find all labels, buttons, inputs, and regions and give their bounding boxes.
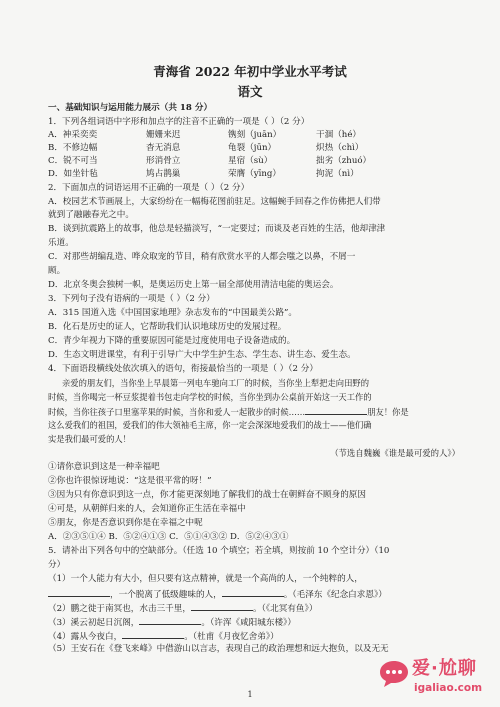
q4-passage-1: 亲爱的朋友们，当你坐上早晨第一列电车驰向工厂的时候，当你坐上犁把走向田野的 — [62, 378, 369, 388]
q5-line-2 — [48, 587, 468, 601]
q4-passage-3-text: 时候，当你往孩子口里塞苹果的时候，当你和爱人一起散步的时候…… — [48, 407, 306, 417]
q4-answer-blank — [305, 405, 367, 415]
q5-line-4 — [48, 615, 468, 629]
q5-line-5 — [48, 629, 468, 643]
q5-stem-cont: 分） — [48, 560, 66, 570]
q5-line-3-end: 。（《北冥有鱼》） — [252, 604, 318, 614]
q1-d-1: D．如坐针毡 — [48, 169, 98, 179]
q2-option-c: C．对那些胡编乱造、哗众取宠的节目，稍有欣赏水平的人都会嗤之以鼻，不屑一 — [48, 252, 356, 262]
q5-blank-2 — [222, 587, 284, 597]
page-number: 1 — [247, 690, 253, 699]
q2-option-b-cont: 乐道。 — [48, 238, 74, 248]
q1-d-2: 鸠占鹊巢 — [146, 169, 181, 179]
section-heading: 一、基础知识与运用能力展示（共 18 分） — [48, 103, 213, 113]
q5-line-4-end: 。（许浑《咸阳城东楼》） — [201, 618, 296, 628]
exam-title: 青海省 2022 年初中学业水平考试 — [153, 64, 347, 79]
q1-stem: 1．下列各组词语中字形和加点字的注音不正确的一项是（ ）（2 分） — [48, 117, 310, 127]
q1-b-1: B．不修边幅 — [48, 143, 98, 153]
q4-source: （节选自魏巍《谁是最可爱的人》） — [330, 448, 460, 458]
q2-option-b: B．谈到抗震路上的故事，他总是轻描淡写，“一定要过；而谈及老百姓的生活，他却津津 — [48, 224, 386, 234]
q5-line-1: （1）一个人能力有大小，但只要有这点精神，就是一个高尚的人，一个纯粹的人， — [48, 574, 363, 584]
q4-item-2: ②你也许很惊讶地说：“这是很平常的呀！” — [48, 476, 212, 486]
q5-line-3-text: （2）鹏之徙于南冥也，水击三千里， — [48, 604, 191, 614]
q1-a-1: A．神采奕奕 — [48, 130, 98, 140]
watermark[interactable] — [376, 654, 496, 704]
q1-a-4: 干涸（hé） — [316, 130, 361, 140]
watermark-url: igaliao.com — [414, 682, 483, 694]
q5-stem: 5．请补出下列各句中的空缺部分。（任选 10 个填空；若全填，则按前 10 个空计分）（10 — [48, 546, 390, 556]
q4-passage-5: 实是我们最可爱的人！ — [48, 434, 131, 444]
q4-options: A．②③⑤①④ B．⑤②④①③ C．⑤①④③② D．⑤②④③① — [48, 532, 289, 542]
q2-option-a-cont: 就到了融融春光之中。 — [48, 210, 134, 220]
q4-passage-3-end: 朋友！你是 — [367, 407, 409, 417]
q5-line-2-end: 。（毛泽东《纪念白求恩》） — [283, 590, 387, 600]
q1-c-4: 拙劣（zhuó） — [316, 156, 372, 166]
q3-option-a: A．315 国道入选《中国国家地理》杂志发布的“中国最美公路”。 — [48, 308, 297, 318]
q1-a-2: 姗姗来迟 — [146, 130, 181, 140]
q1-b-3: 龟裂（jūn） — [228, 143, 277, 153]
q1-b-2: 杳无消息 — [146, 143, 181, 153]
q5-blank-3 — [191, 601, 253, 611]
q2-option-a: A．校园艺术节画展上，大家纷纷在一幅梅花图前驻足。这幅蜿手回春之作仿佛把人们带 — [48, 197, 381, 207]
q1-d-3: 荣膺（yīng） — [228, 169, 282, 179]
q2-option-c-cont: 顾。 — [48, 266, 66, 276]
q5-blank-4 — [139, 615, 201, 625]
watermark-brand: 爱·尬聊 — [412, 658, 477, 679]
q5-line-2-text: ，一个脱离了低级趣味的人， — [110, 590, 222, 600]
q5-line-5-end: 。（杜甫《月夜忆舍弟》） — [184, 632, 279, 642]
q4-passage-4: 这么爱我们的祖国，爱我们的伟大领袖毛主席，你一定会深深地爱我们的战士——他们确 — [48, 420, 372, 430]
subject-title: 语文 — [237, 84, 263, 99]
q5-line-6: （5）王安石在《登飞来峰》中借游山以言志，表现自己的政治理想和远大抱负，以及无无 — [48, 644, 389, 654]
q1-c-2: 形消骨立 — [146, 156, 181, 166]
q4-item-1: ①请你意识到这是一种幸福吧 — [48, 462, 160, 472]
q4-stem: 4．下面语段横线处依次填入的语句，衔接最恰当的一项是（ ）（2 分） — [48, 364, 318, 374]
q4-passage-3 — [48, 405, 468, 418]
q5-blank-5 — [122, 629, 184, 639]
q3-option-b: B．化石是历史的证人，它帮助我们认识地球历史的发展过程。 — [48, 322, 287, 332]
q3-option-c: C．青少年视力下降的重要原因可能是过度使用电子设备造成的。 — [48, 336, 296, 346]
q1-a-3: 镌刻（juān） — [228, 130, 282, 140]
q5-line-5-text: （4）露从今夜白， — [48, 632, 123, 642]
q3-option-d: D．生态文明进课堂，有利于引导广大中学生护生态、学生态、讲生态、爱生态。 — [48, 350, 356, 360]
q1-d-4: 拘泥（nì） — [316, 169, 359, 179]
q1-c-1: C．锐不可当 — [48, 156, 98, 166]
q4-item-4: ④可是，从朝鲜归来的人，会知道你正生活在幸福中 — [48, 504, 246, 514]
q2-stem: 2．下面加点的词语运用不正确的一项是（ ）（2 分） — [48, 183, 250, 193]
chat-bubble-icon — [378, 658, 410, 690]
q4-passage-2: 时候，当你喝完一杯豆浆提着书包走向学校的时候，当你坐到办公桌前开始这一天工作的 — [48, 392, 372, 402]
q5-line-3 — [48, 601, 468, 615]
q4-item-3: ③因为只有你意识到这一点，你才能更深刻地了解我们的战士在朝鲜奋不顾身的原因 — [48, 490, 366, 500]
q1-c-3: 星宿（sù） — [228, 156, 273, 166]
q5-blank-1 — [48, 587, 110, 597]
q4-item-5: ⑤朋友，你是否意识到你是在幸福之中呢 — [48, 518, 203, 528]
q3-stem: 3．下列句子没有语病的一项是（ ）（2 分） — [48, 294, 215, 304]
q5-line-4-text: （3）溪云初起日沉阁， — [48, 618, 140, 628]
q1-b-4: 炽热（chì） — [316, 143, 364, 153]
q2-option-d: D．北京冬奥会独树一帜，是奥运历史上第一届全部使用清洁电能的奥运会。 — [48, 280, 339, 290]
